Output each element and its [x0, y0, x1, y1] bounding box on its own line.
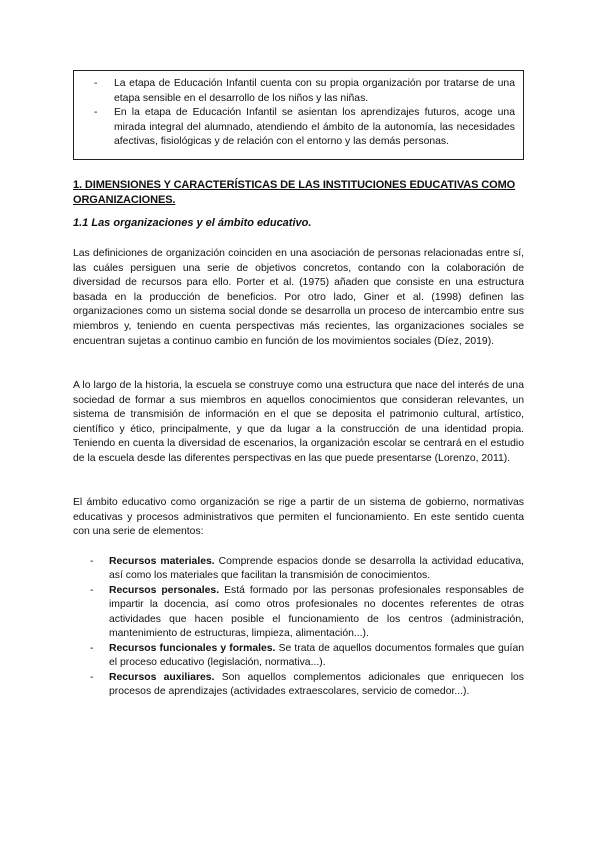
resource-term: Recursos auxiliares.	[109, 672, 215, 683]
sub-title: 1.1 Las organizaciones y el ámbito educativo.	[73, 217, 312, 229]
summary-item-text: La etapa de Educación Infantil cuenta con su propia organización por tratarse de una etapa sensible en el desarrollo de los niños y las niñas.	[114, 78, 515, 104]
bullet-dash: -	[90, 585, 94, 596]
bullet-dash: -	[94, 107, 98, 118]
resource-description: Se trata de aquellos documentos formales que guían el proceso educativo (legislación, normativa...).	[109, 643, 524, 669]
resource-text	[109, 555, 524, 584]
paragraph: A lo largo de la historia, la escuela se construye como una estructura que nace del interés de una sociedad de formar a sus miembros en aquellos conocimientos que consideran relevantes, un sistema de transmisión de información en el que se deposita el patrimonio cultural, artístico, científico y ético, principalmente, y que da lugar a la construcción de una identidad propia. Teniendo en cuenta la diversidad de escenarios, la organización escolar se centrará en el estudio de la escuela desde las diferentes perspectivas en las que puede presentarse (Lorenzo, 2011).	[73, 380, 524, 464]
resource-description: Son aquellos complementos adicionales que enriquecen los procesos de aprendizajes (actividades extraescolares, servicio de comedor...).	[109, 672, 525, 698]
bullet-dash: -	[90, 556, 94, 567]
section-title: 1. DIMENSIONES Y CARACTERÍSTICAS DE LAS INSTITUCIONES EDUCATIVAS COMO ORGANIZACIONES.	[73, 179, 516, 206]
paragraph: El ámbito educativo como organización se rige a partir de un sistema de gobierno, normativas educativas y procesos administrativos que permiten el funcionamiento. En este sentido cuenta con una serie de elementos:	[73, 497, 524, 538]
summary-box	[73, 70, 524, 160]
bullet-dash: -	[90, 672, 94, 683]
bullet-dash: -	[90, 643, 94, 654]
paragraph: Las definiciones de organización coinciden en una asociación de personas relacionadas entre sí, las cuáles persiguen una serie de objetivos concretos, contando con la colaboración de diversidad de recursos para ello. Porter et al. (1975) añaden que consiste en una estructura basada en la producción de beneficios. Por otro lado, Giner et al. (1998) definen las organizaciones como un sistema social donde se desarrolla un proceso de intercambio entre sus miembros y, teniendo en cuenta perspectivas más recientes, las organizaciones sociales se encuentran sujetas a continuo cambio en función de los movimientos sociales (Díez, 2019).	[73, 248, 524, 347]
resource-text	[109, 642, 524, 671]
resource-text	[109, 671, 524, 700]
resource-description: Está formado por las personas profesionales responsables de impartir la docencia, así como otros profesionales no docentes referentes de otras actividades que hacen posible el funcionamiento de los centros (administración, mantenimiento de estructuras, limpieza, alimentación...).	[109, 585, 525, 640]
resource-description: Comprende espacios donde se desarrolla la actividad educativa, así como los materiales que facilitan la transmisión de conocimientos.	[109, 556, 524, 582]
bullet-dash: -	[94, 78, 98, 89]
resource-term: Recursos funcionales y formales.	[109, 643, 276, 654]
resource-term: Recursos materiales.	[109, 556, 215, 567]
resource-text	[109, 584, 524, 642]
resource-term: Recursos personales.	[109, 585, 220, 596]
summary-item-text: En la etapa de Educación Infantil se asientan los aprendizajes futuros, acoge una mirada integral del alumnado, atendiendo el ámbito de la autonomía, las necesidades afectivas, fisiológicas y de relación con el entorno y las demás personas.	[114, 107, 515, 147]
